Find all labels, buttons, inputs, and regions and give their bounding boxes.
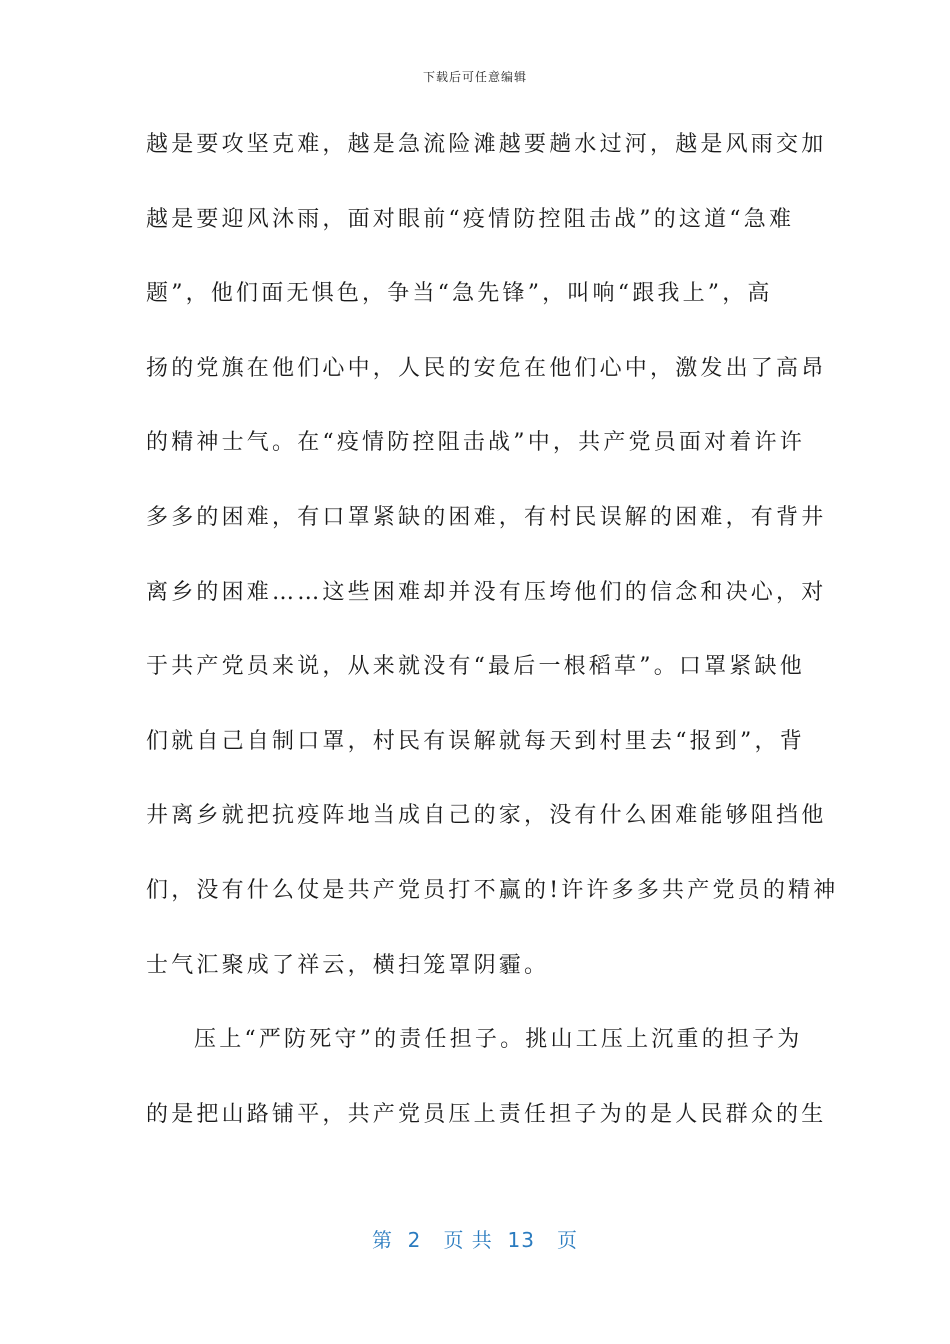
text-line: 士气汇聚成了祥云，横扫笼罩阴霾。 <box>146 952 550 978</box>
text-line: 扬的党旗在他们心中，人民的安危在他们心中，激发出了高昂 <box>146 355 827 381</box>
text-line: 的精神士气。在“疫情防控阻击战”中，共产党员面对着许许 <box>146 430 805 456</box>
text-line: 井离乡就把抗疫阵地当成自己的家，没有什么困难能够阻挡他 <box>146 803 827 829</box>
header-note: 下载后可任意编辑 <box>422 70 527 84</box>
text-line: 们，没有什么仗是共产党员打不赢的!许许多多共产党员的精神 <box>146 877 839 903</box>
page-number-footer: 第 2 页 共 13 页 <box>371 1228 579 1252</box>
document-body <box>146 122 839 1166</box>
paragraph-start-line: 压上“严防死守”的责任担子。挑山工压上沉重的担子为 <box>194 1027 803 1053</box>
text-line: 越是要攻坚克难，越是急流险滩越要趟水过河，越是风雨交加 <box>146 132 827 157</box>
text-line: 越是要迎风沐雨，面对眼前“疫情防控阻击战”的这道“急难 <box>146 206 795 232</box>
text-line: 离乡的困难……这些困难却并没有压垮他们的信念和决心，对 <box>146 579 827 605</box>
text-line: 的是把山路铺平，共产党员压上责任担子为的是人民群众的生 <box>146 1101 827 1127</box>
text-line: 于共产党员来说，从来就没有“最后一根稻草”。口罩紧缺他 <box>146 654 805 680</box>
text-line: 多多的困难，有口罩紧缺的困难，有村民误解的困难，有背井 <box>146 504 827 530</box>
text-line: 们就自己自制口罩，村民有误解就每天到村里去“报到”，背 <box>146 728 805 754</box>
text-line: 题”，他们面无惧色，争当“急先锋”，叫响“跟我上”，高 <box>146 281 773 307</box>
